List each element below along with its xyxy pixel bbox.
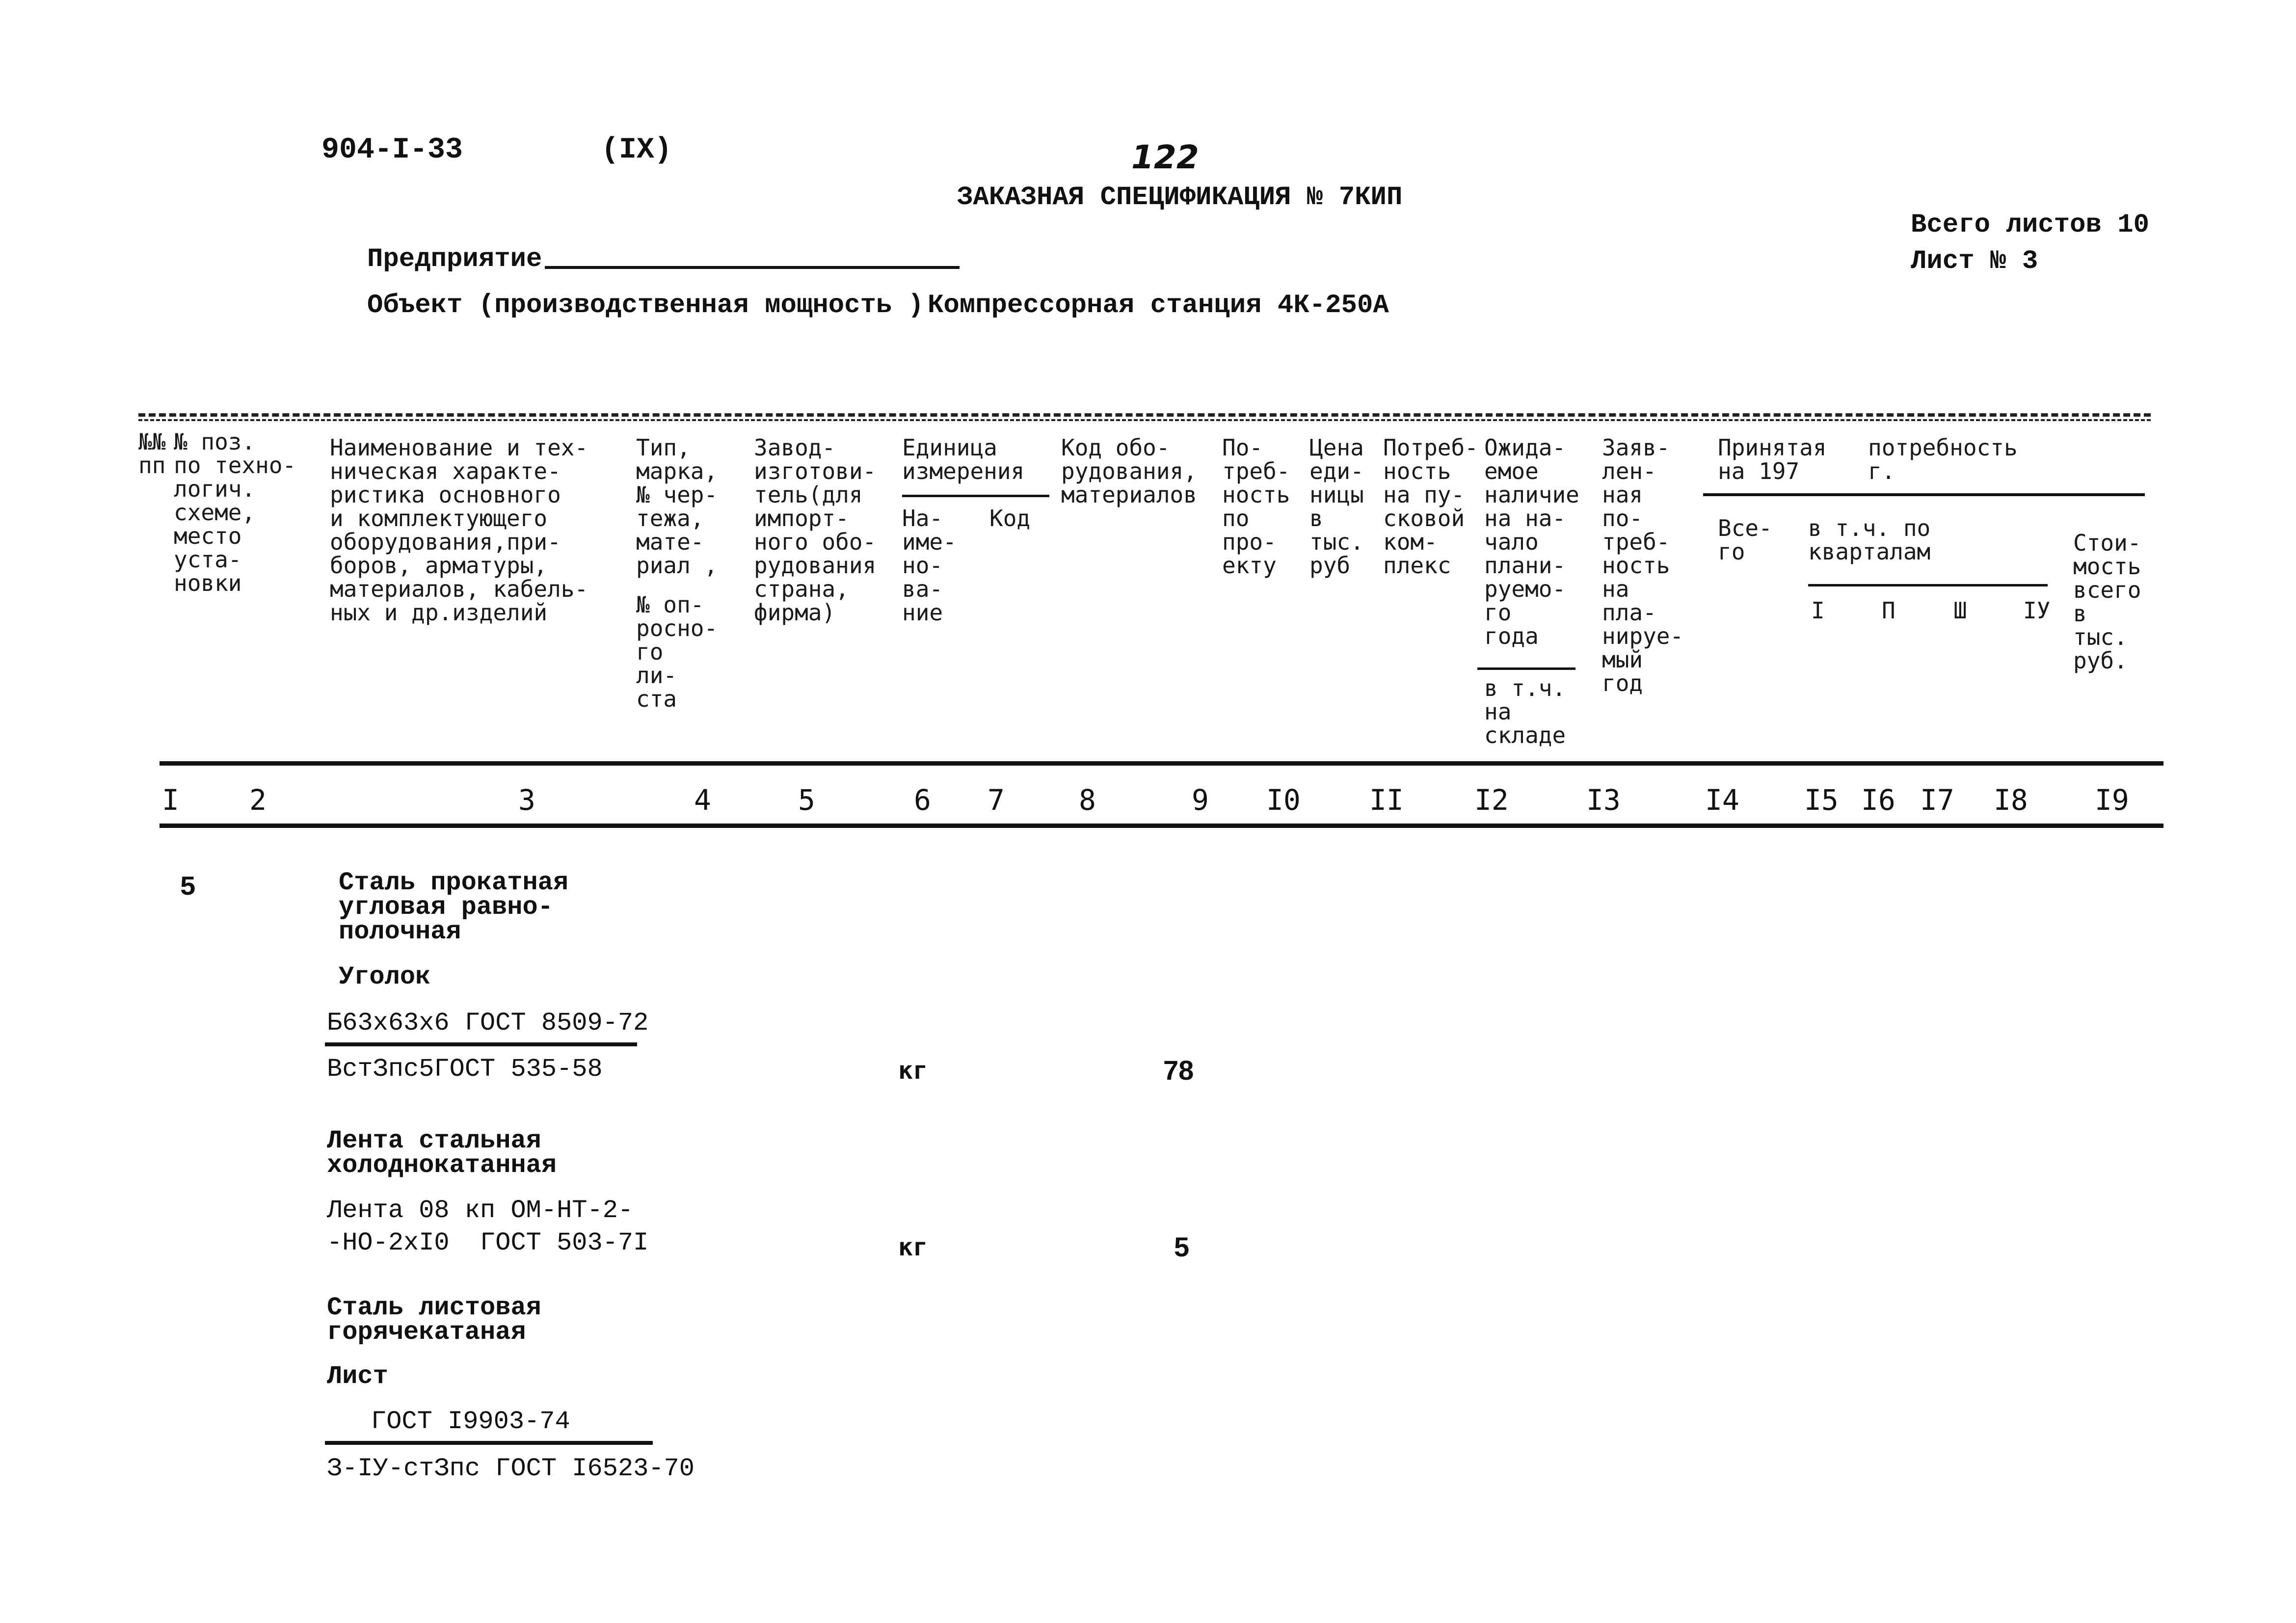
col-header-project-need: По- треб- ность по про- екту — [1222, 434, 1290, 579]
col-header-declared-need: Заяв- лен- ная по- треб- ность на пла- нируе- мый год — [1602, 434, 1684, 696]
column-numbers-bottom-rule — [160, 824, 2163, 828]
header-top-dashes-a — [138, 413, 2151, 417]
column-number: I8 — [1994, 783, 2028, 817]
group1-spec-divider — [325, 1042, 637, 1046]
column-number: 7 — [988, 783, 1005, 817]
column-number: I2 — [1474, 783, 1509, 817]
group1-unit: кг — [898, 1056, 928, 1085]
group2-unit: кг — [898, 1233, 928, 1261]
column-numbers-top-rule — [160, 761, 2163, 766]
col-header-unit-group: Единица измерения — [902, 434, 1025, 484]
column-number: I — [162, 783, 179, 817]
accepted-group-underline — [1703, 493, 2145, 496]
column-number: I5 — [1804, 783, 1839, 817]
group2-quantity: 5 — [1174, 1231, 1190, 1262]
object-value: Компрессорная станция 4К-250А — [928, 291, 1389, 320]
unit-group-underline — [902, 495, 1049, 497]
col-header-unit-name: На- име- но- ва- ние — [902, 505, 957, 626]
col-header-accepted-a: Принятая на 197 — [1718, 434, 1827, 484]
col-header-accepted-b: потребность г. — [1868, 434, 2018, 484]
col-header-unit-code: Код — [989, 505, 1031, 532]
item-number: 5 — [180, 872, 196, 903]
column-number: 8 — [1079, 783, 1096, 817]
column-number: 6 — [914, 783, 931, 817]
col-header-cost: Стои- мость всего в тыс. руб. — [2073, 530, 2141, 674]
col-header-in-warehouse: в т.ч. на складе — [1484, 675, 1566, 748]
col-header-q4: IУ — [2023, 597, 2051, 624]
col-header-q3: Ш — [1953, 597, 1967, 624]
column-number: 5 — [798, 783, 815, 817]
column-number: I6 — [1861, 783, 1896, 817]
col-header-q1: I — [1811, 597, 1825, 624]
page-title: ЗАКАЗНАЯ СПЕЦИФИКАЦИЯ № 7КИП — [957, 183, 1403, 213]
group3-title: Сталь листовая горячекатаная — [327, 1293, 541, 1347]
total-sheets: Всего листов 10 — [1911, 210, 2150, 240]
column-number: 4 — [694, 783, 711, 817]
group2-title: Лента стальная холоднокатанная — [327, 1126, 557, 1180]
group2-spec-line1: Лента 08 кп ОМ-НТ-2- — [327, 1196, 634, 1225]
group3-subtitle: Лист — [327, 1362, 388, 1391]
column-number: 2 — [249, 783, 267, 817]
col-header-expected-stock: Ожида- емое наличие на на- чало плани- руемо- го года — [1484, 434, 1579, 649]
header-top-dashes-b — [138, 419, 2151, 421]
group1-spec-bottom: ВстЗпс5ГОСТ 535-58 — [327, 1055, 603, 1084]
col-header-row-number: №№ пп — [138, 428, 166, 479]
enterprise-underline — [545, 266, 960, 269]
col-header-manufacturer: Завод- изготови- тель(для импорт- ного обо- рудования страна, фирма) — [754, 434, 877, 626]
col-header-quarters: в т.ч. по кварталам — [1808, 515, 1931, 565]
col-header-name: Наименование и тех- ническая характе- ристика основного и комплектующего оборудования,при- боров, арматуры, материалов, кабель- ных и др.изделий — [330, 434, 588, 626]
column-number: I0 — [1266, 783, 1301, 817]
group1-spec-top: Б63х63х6 ГОСТ 8509-72 — [327, 1009, 649, 1038]
col-header-position: № поз. по техно- логич. схеме, место уста- новки — [174, 428, 296, 596]
group3-spec-bottom: З-IУ-стЗпс ГОСТ I6523-70 — [327, 1454, 694, 1483]
group2-spec-line2: -НО-2хI0 ГОСТ 503-7I — [327, 1228, 649, 1257]
col-header-type: Тип, марка, № чер- тежа, мате- риал , — [636, 434, 718, 579]
sheet-number: Лист № 3 — [1911, 246, 2038, 276]
column-number: 3 — [518, 783, 535, 817]
column-number: I7 — [1920, 783, 1954, 817]
col-header-startup-need: Потреб- ность на пу- сковой ком- плекс — [1383, 434, 1478, 579]
column-number: I4 — [1705, 783, 1739, 817]
col-header-equipment-code: Код обо- рудования, материалов — [1061, 434, 1197, 508]
column-number: I3 — [1586, 783, 1621, 817]
enterprise-label: Предприятие — [367, 244, 542, 274]
col-header-total: Все- го — [1718, 515, 1772, 565]
document-code: 904-I-33 — [321, 133, 463, 167]
group3-spec-top: ГОСТ I9903-74 — [371, 1407, 570, 1436]
column-number: II — [1369, 783, 1404, 817]
group1-subtitle: Уголок — [339, 962, 431, 991]
expected-stock-divider — [1477, 667, 1575, 670]
group3-spec-divider — [325, 1441, 653, 1445]
column-number: 9 — [1192, 783, 1209, 817]
col-header-unit-price: Цена еди- ницы в тыс. руб — [1309, 434, 1364, 579]
object-label: Объект (производственная мощность ) — [367, 291, 924, 320]
group1-quantity: 78 — [1163, 1055, 1194, 1086]
col-header-q2: П — [1882, 597, 1896, 624]
col-header-questionnaire: № оп- росно- го ли- ста — [636, 591, 718, 712]
volume-label: (IX) — [601, 133, 672, 167]
column-number: I9 — [2095, 783, 2129, 817]
quarters-underline — [1808, 584, 2048, 586]
group1-title: Сталь прокатная угловая равно- полочная — [339, 868, 569, 946]
page-number: 122 — [1131, 138, 1199, 176]
